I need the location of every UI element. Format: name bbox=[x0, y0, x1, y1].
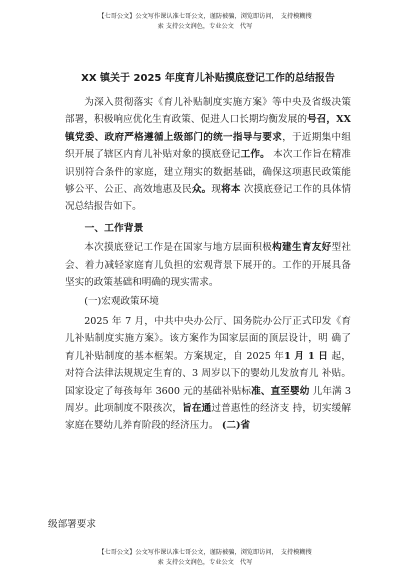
body-text: 本次摸底登记工作是在国家与地方层面积极 bbox=[84, 242, 273, 254]
footer-note-line: 【七哥公文】公文写作课认准七哥公文，谨防被骗，浏览即访问， 支持模糊搜 bbox=[98, 549, 312, 556]
intro-bold-text: 众。 bbox=[191, 184, 212, 196]
body-text: 起，对符合法律法规规定生育的、3 周岁以下的婴幼儿发放育儿 补贴。国家设定了每孩每年 3600 元的基础补贴标 bbox=[65, 350, 351, 397]
document-body bbox=[65, 72, 351, 435]
intro-bold-text: 号召，XX 镇党委、政府严格遵循上级部门的统一指导与要求 bbox=[65, 114, 351, 143]
subsection-inline-heading: (二)省 bbox=[218, 420, 251, 432]
intro-text: ，于近期集中组织开展了辖区内育儿补贴对象的摸底登记 bbox=[65, 131, 352, 161]
intro-bold-text: 将本 bbox=[221, 184, 241, 196]
intro-text: 次摸底登记工作的具体情况总结报告如下。 bbox=[65, 184, 352, 213]
intro-text: 为深入贯彻落实《育儿补贴制度实施方案》等中央及省级决策部署，积极响应优化生育政策、促进人口长期均衡发展的 bbox=[65, 97, 351, 126]
body-text: 2025 年 7 月，中共中央办公厅、国务院办公厅正式印发《育 儿补贴制度实施方案》。该方案作为国家层面的顶层设计，明 确了育儿补贴制度的基本框架。方案规定，自 2025 年 bbox=[65, 315, 351, 362]
body-text: 型社会、着力减轻家庭育儿负担的宏观背景下展开的。工作的开展具备坚实的政策基础和明确的现实需求。 bbox=[65, 242, 352, 289]
body-bold-text: 构建生育友好 bbox=[272, 242, 332, 254]
background-paragraph bbox=[65, 239, 351, 291]
body-bold-text: 准、直至婴幼 bbox=[251, 385, 310, 397]
body-text: 过普惠性的经济支 持，切实缓解家庭在婴幼儿养育阶段的经济压力。 bbox=[65, 402, 351, 432]
intro-text: 现 bbox=[211, 184, 222, 196]
header-note-line: 索 支持公文润色，专业公文 代写 bbox=[157, 23, 253, 30]
header-note-line: 【七哥公文】公文写作课认准七哥公文，谨防被骗，浏览即访问， 支持模糊搜 bbox=[98, 13, 312, 20]
subsection-heading: (一)宏观政策环境 bbox=[84, 296, 159, 308]
body-text: 儿年满 3 周岁。此项制度不限孩次， bbox=[65, 385, 352, 414]
footer-note-line: 索 支持公文润色，专业公文 代写 bbox=[157, 559, 253, 566]
document-title: XX 镇关于 2025 年度育儿补贴摸底登记工作的总结报告 bbox=[81, 73, 335, 84]
page-header-note bbox=[0, 12, 410, 32]
section-heading: 一、工作背景 bbox=[84, 222, 144, 234]
body-bold-text: 1 月 1 日 bbox=[284, 350, 329, 362]
page-footer-note bbox=[0, 548, 410, 568]
intro-bold-text: 工作。 bbox=[240, 149, 270, 161]
body-bold-text: 旨在通 bbox=[182, 402, 212, 414]
policy-paragraph bbox=[65, 313, 351, 435]
intro-paragraph bbox=[65, 94, 351, 216]
intro-text: 本次工作旨在精准识别符合条件的家庭，建立翔实的数据基础，确保这项惠民政策能够公平、公正、高效地惠及民 bbox=[65, 149, 352, 196]
continued-heading: 级部署要求 bbox=[48, 519, 96, 530]
